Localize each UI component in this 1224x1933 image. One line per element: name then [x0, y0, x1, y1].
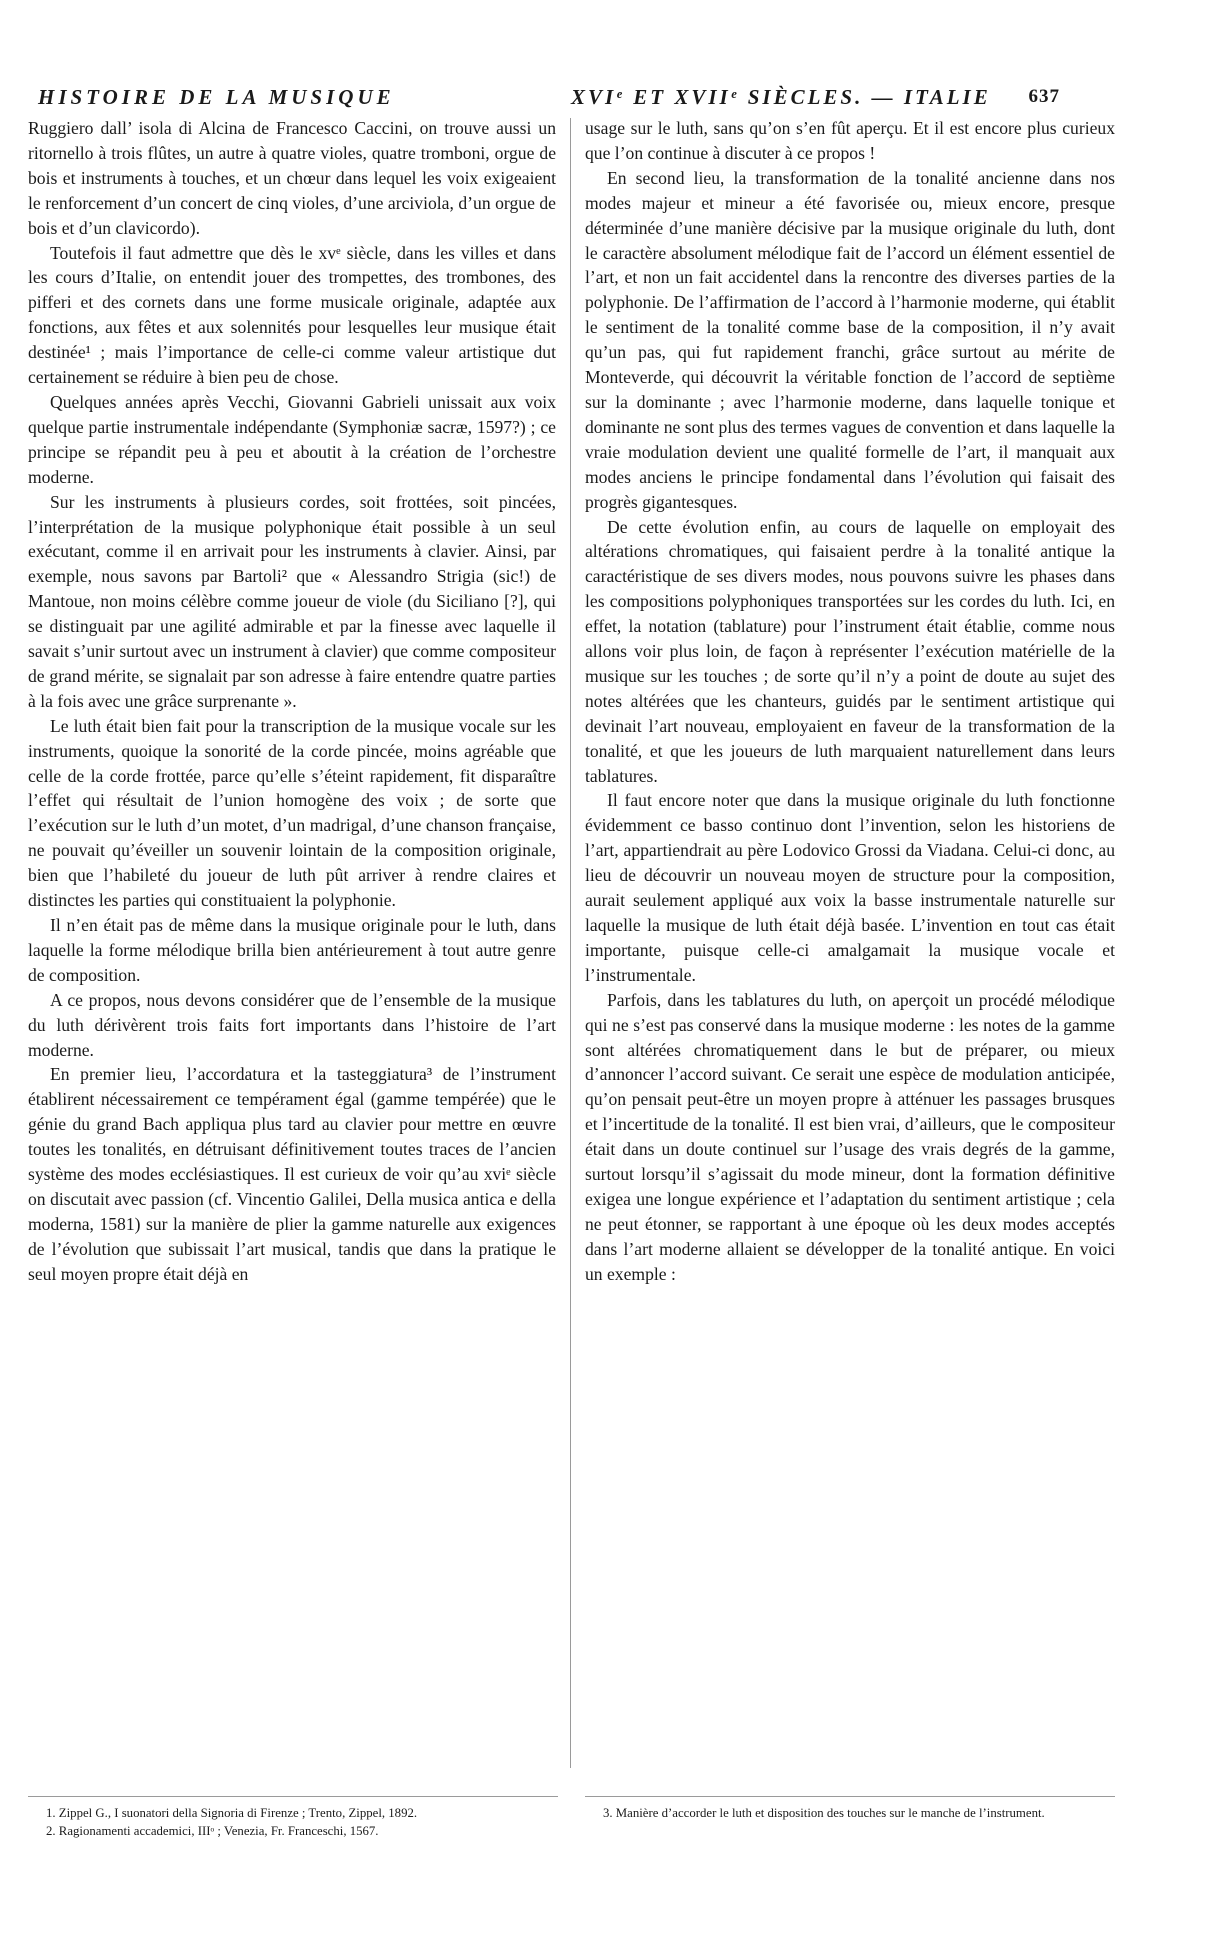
paragraph: Il faut encore noter que dans la musique originale du luth fonctionne évidemment ce basso continuo dont l’invention, selon les historiens de l’art, appartiendrait au père Lodovico Grossi da Viadana. Celui-ci donc, au lieu de découvrir un nouveau moyen de structure pour la composition, aurait seulement appliqué aux voix la basse instrumentale naturelle sur laquelle la musique de luth était déjà basée. L’invention en tout cas était importante, puisque celle-ci amalgamait la musique vocale et l’instrumentale. — [585, 790, 1115, 985]
paragraph: En premier lieu, l’accordatura et la tasteggiatura³ de l’instrument établirent nécessairement ce tempérament égal (gamme tempérée) que le génie du grand Bach appliqua plus tard au clavier pour mettre en œuvre toutes les tonalités, en détruisant définitivement toutes traces de l’ancien système des modes ecclésiastiques. Il est curieux de voir qu’au xviᵉ siècle on discutait avec passion (cf. Vincentio Galilei, Della musica antica e della moderna, 1581) sur la manière de plier la gamme naturelle aux exigences de l’évolution que subissait l’art musical, tandis que dans la pratique le seul moyen propre était déjà en — [28, 1064, 556, 1284]
left-column — [28, 116, 556, 1287]
paragraph: En second lieu, la transformation de la tonalité ancienne dans nos modes majeur et mineur a été favorisée ou, mieux encore, presque déterminée d’une manière décisive par la musique originale du luth, dont le caractère absolument mélodique fait de l’accord un élément essentiel de l’art, et non un fait accidentel dans la rencontre des diverses parties de la polyphonie. De l’affirmation de l’accord à l’harmonie moderne, qui établit le sentiment de la tonalité comme base de la composition, il n’y avait qu’un pas, qui fut rapidement franchi, grâce surtout au mérite de Monteverde, qui découvrit la véritable fonction de l’accord de septième sur la dominante ; avec l’harmonie moderne, dans laquelle tonique et dominante ne sont plus des termes vagues de convention et dans laquelle la vraie modulation devient une qualité formelle de l’art, il manquait aux modes anciens le principe fondamental dans l’évolution qui faisait des progrès gigantesques. — [585, 167, 1115, 512]
header-book-title: HISTOIRE DE LA MUSIQUE — [38, 85, 395, 109]
footnote-rule-right — [585, 1796, 1115, 1797]
paragraph: Le luth était bien fait pour la transcription de la musique vocale sur les instruments, quoique la sonorité de la corde pincée, moins agréable que celle de la corde frottée, parce qu’elle s’éteint rapidement, fit disparaître l’effet qui résultait de l’union homogène des voix ; de sorte que l’exécution sur le luth d’un motet, d’un madrigal, d’une chanson française, ne pouvait qu’éveiller un souvenir lointain de la composition originale, bien que l’habileté du joueur de luth pût arriver à rendre claires et distinctes les parties qui constituaient la polyphonie. — [28, 715, 556, 911]
column-divider — [570, 118, 571, 1768]
paragraph: A ce propos, nous devons considérer que de l’ensemble de la musique du luth dérivèrent trois faits fort importants dans l’histoire de l’art moderne. — [28, 989, 556, 1060]
paragraph: Ruggiero dall’ isola di Alcina de Francesco Caccini, on trouve aussi un ritornello à trois flûtes, un autre à quatre violes, quatre tromboni, orgue de bois et instruments à touches, et un chœur dans lequel les voix exigeaient le renforcement d’un concert de cinq violes, d’une arciviola, d’un orgue de bois et d’un clavicordo). — [28, 118, 556, 238]
footnote: 1. Zippel G., I suonatori della Signoria di Firenze ; Trento, Zippel, 1892. — [46, 1806, 418, 1820]
footnote: 3. Manière d’accorder le luth et disposition des touches sur le manche de l’instrument. — [603, 1806, 1045, 1820]
paragraph: De cette évolution enfin, au cours de laquelle on employait des altérations chromatiques, qui faisaient perdre à la tonalité antique la caractéristique de ses divers modes, nous pouvons suivre les phases dans les compositions polyphoniques transportées sur les cordes du luth. Ici, en effet, la notation (tablature) pour l’instrument était établie, comme nous allons voir plus loin, de façon à représenter l’exécution matérielle de la musique sur les touches ; de sorte qu’il n’y a point de doute au sujet des notes altérées que les chanteurs, guidés par le sentiment artistique qui devinait l’art nouveau, employaient en faveur de la transformation de la tonalité, et que les joueurs de luth marquaient naturellement dans leurs tablatures. — [585, 516, 1115, 786]
footnote: 2. Ragionamenti accademici, IIIᵒ ; Venezia, Fr. Franceschi, 1567. — [46, 1823, 379, 1838]
footnote-rule-left — [28, 1796, 558, 1797]
page-number: 637 — [1028, 86, 1060, 107]
paragraph: Il n’en était pas de même dans la musique originale pour le luth, dans laquelle la forme mélodique brilla bien antérieurement à tout autre genre de composition. — [28, 915, 556, 985]
paragraph: Sur les instruments à plusieurs cordes, soit frottées, soit pincées, l’interprétation de la musique polyphonique était possible à un seul exécutant, comme il en arrivait pour les instruments à clavier. Ainsi, par exemple, nous savons par Bartoli² que « Alessandro Strigia (sic!) de Mantoue, non moins célèbre comme joueur de viole (du Siciliano [?], qui se distinguait par une agilité admirable et par la finesse avec laquelle il savait s’unir surtout avec un instrument à clavier) que comme compositeur de grand mérite, se signalait par son adresse à faire entendre quatre parties à la fois avec une grâce surprenante ». — [28, 491, 556, 711]
paragraph: Toutefois il faut admettre que dès le xvᵉ siècle, dans les villes et dans les cours d’Italie, on entendit jouer des trompettes, des trombones, des pifferi et des cornets dans une forme musicale originale, adaptée aux fonctions, aux fêtes et aux solennités pour lesquelles leur musique était destinée¹ ; mais l’importance de celle-ci comme valeur artistique dut certainement se réduire à bien peu de chose. — [28, 242, 556, 388]
footnotes-right — [585, 1805, 1115, 1823]
paragraph: usage sur le luth, sans qu’on s’en fût aperçu. Et il est encore plus curieux que l’on continue à discuter à ce propos ! — [585, 118, 1115, 163]
header-chapter-title: XVIᵉ ET XVIIᵉ SIÈCLES. — ITALIE — [571, 85, 991, 109]
paragraph: Parfois, dans les tablatures du luth, on aperçoit un procédé mélodique qui ne s’est pas conservé dans la musique moderne : les notes de la gamme sont altérées chromatiquement dans le but de préparer, ou mieux d’annoncer l’accord suivant. Ce serait une espèce de modulation anticipée, qu’on pensait peut-être un moyen propre à atténuer les passages brusques et l’incertitude de la tonalité. Il est bien vrai, d’ailleurs, que le compositeur était dans un doute continuel sur l’usage des vrais degrés de la gamme, surtout lorsqu’il s’agissait du mode mineur, dont la formation définitive exigea une longue expérience et l’adaptation du sentiment artistique ; cela ne peut étonner, se rapportant à une époque où les deux modes acceptés dans l’art moderne allaient se développer de la tonalité antique. En voici un exemple : — [585, 989, 1115, 1284]
right-column — [585, 116, 1115, 1287]
paragraph: Quelques années après Vecchi, Giovanni Gabrieli unissait aux voix quelque partie instrumentale indépendante (Symphoniæ sacræ, 1597?) ; ce principe se répandit peu à peu et aboutit à la création de l’orchestre moderne. — [28, 391, 556, 487]
running-header — [38, 82, 1060, 112]
footnotes-left — [28, 1805, 558, 1840]
